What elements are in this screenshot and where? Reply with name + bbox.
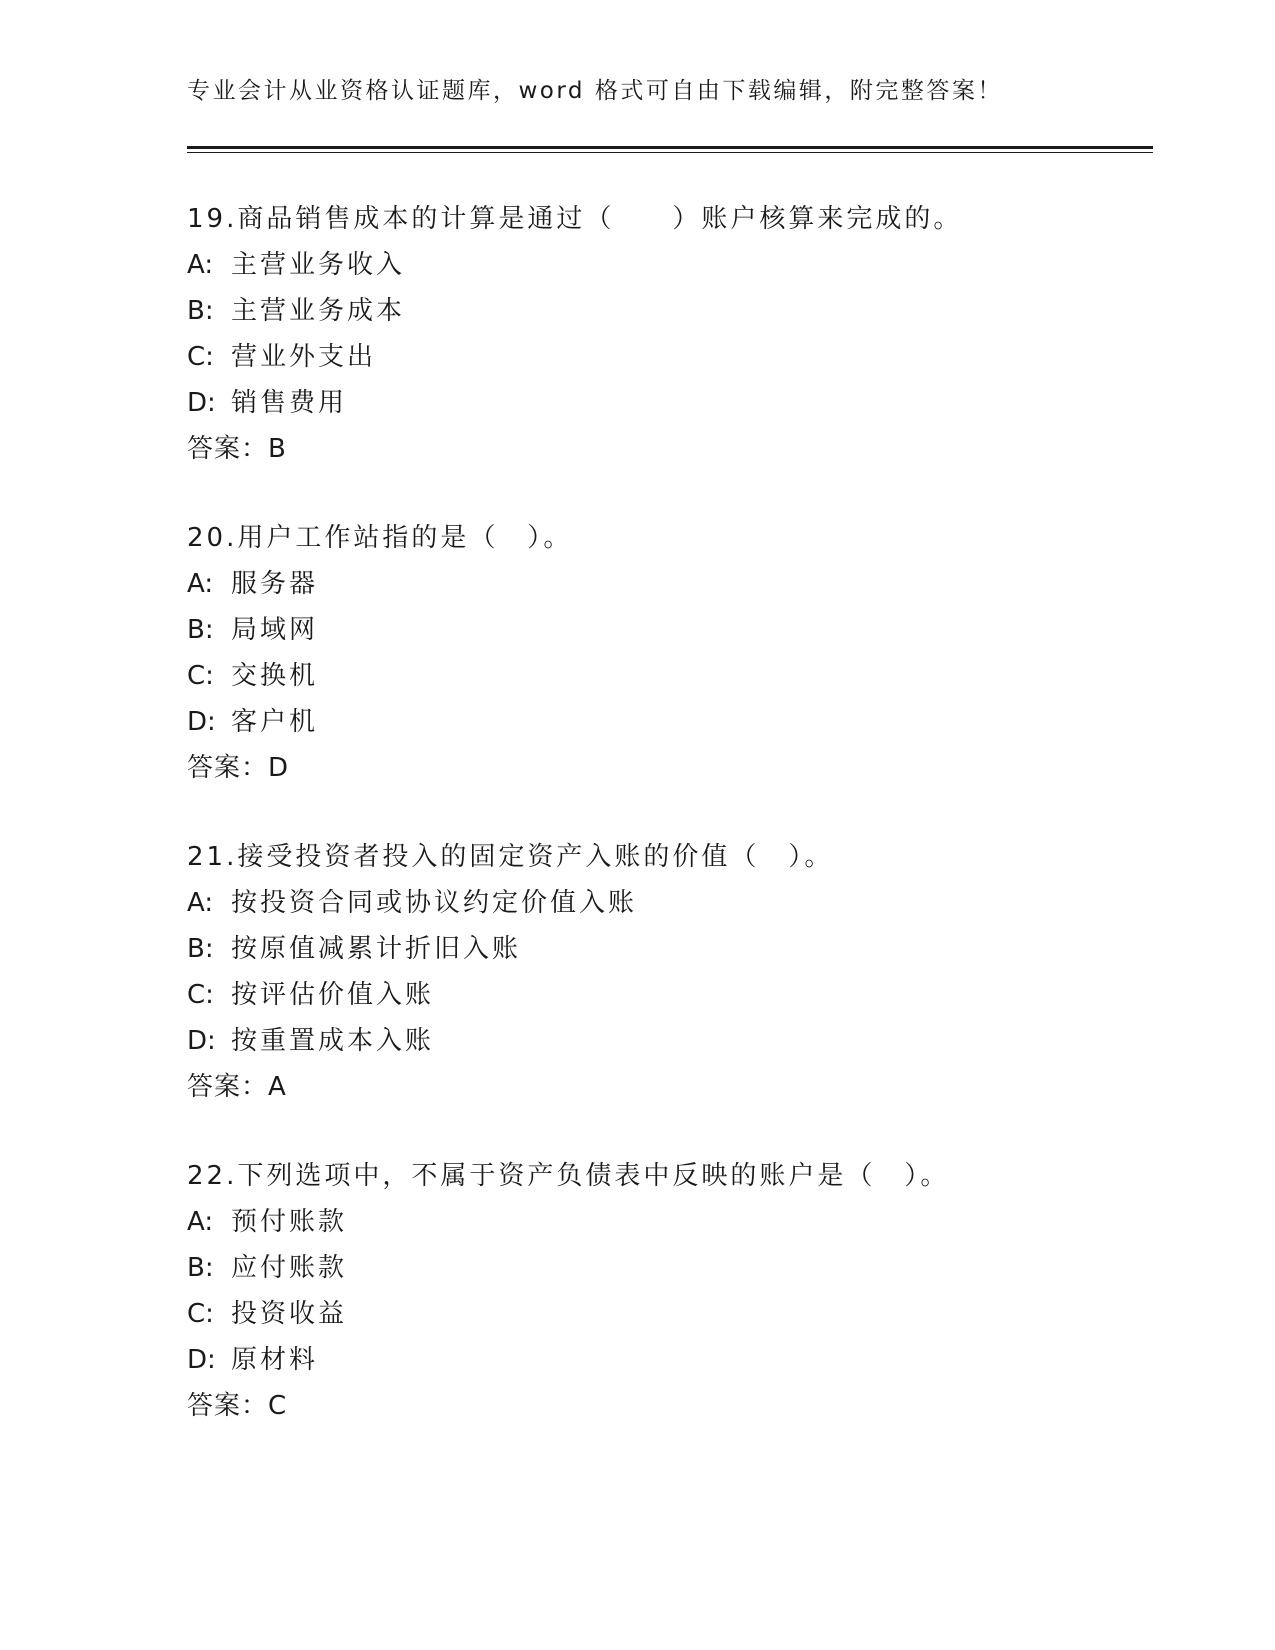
option-text: 投资收益: [231, 1299, 348, 1329]
question-19: [187, 196, 1167, 472]
question-stem: 19.商品销售成本的计算是通过（ ）账户核算来完成的。: [187, 204, 963, 234]
option-text: 预付账款: [231, 1207, 348, 1237]
answer-line: [187, 1383, 1167, 1429]
option-text: 营业外支出: [231, 342, 377, 372]
option-letter: B:: [187, 934, 214, 964]
question-21: [187, 834, 1167, 1110]
answer-value: D: [268, 753, 290, 783]
option-d: [187, 1337, 1167, 1383]
answer-label: 答案：: [187, 434, 269, 464]
option-text: 主营业务成本: [231, 296, 406, 326]
option-letter: C:: [187, 1299, 214, 1329]
option-letter: C:: [187, 342, 214, 372]
page-header: 专业会计从业资格认证题库，word 格式可自由下载编辑，附完整答案！: [187, 78, 1003, 104]
option-b: [187, 1245, 1167, 1291]
question-stem: 20.用户工作站指的是（ ）。: [187, 523, 573, 553]
option-letter: A:: [187, 250, 214, 280]
option-letter: C:: [187, 661, 214, 691]
option-c: [187, 334, 1167, 380]
option-text: 按投资合同或协议约定价值入账: [231, 888, 638, 918]
option-d: [187, 1018, 1167, 1064]
option-text: 交换机: [231, 661, 319, 691]
option-text: 局域网: [231, 615, 319, 645]
option-text: 客户机: [231, 707, 319, 737]
option-letter: D:: [187, 707, 216, 737]
question-22: [187, 1153, 1167, 1429]
option-text: 原材料: [231, 1345, 319, 1375]
option-letter: C:: [187, 980, 214, 1010]
header-rule-thick: [187, 146, 1153, 149]
option-a: [187, 242, 1167, 288]
question-stem: 22.下列选项中，不属于资产负债表中反映的账户是（ ）。: [187, 1161, 950, 1191]
option-c: [187, 1291, 1167, 1337]
option-a: [187, 880, 1167, 926]
question-20: [187, 515, 1167, 791]
header-rule-thin: [187, 152, 1153, 153]
option-d: [187, 380, 1167, 426]
option-letter: A:: [187, 1207, 214, 1237]
option-letter: B:: [187, 296, 214, 326]
answer-line: [187, 745, 1167, 791]
option-c: [187, 972, 1167, 1018]
option-b: [187, 607, 1167, 653]
option-text: 服务器: [231, 569, 319, 599]
answer-label: 答案：: [187, 1391, 269, 1421]
question-stem: 21.接受投资者投入的固定资产入账的价值（ ）。: [187, 842, 834, 872]
option-b: [187, 926, 1167, 972]
answer-value: A: [268, 1072, 287, 1102]
answer-label: 答案：: [187, 753, 269, 783]
option-a: [187, 1199, 1167, 1245]
answer-value: C: [268, 1391, 288, 1421]
option-c: [187, 653, 1167, 699]
option-letter: A:: [187, 569, 214, 599]
answer-line: [187, 426, 1167, 472]
option-text: 按原值减累计折旧入账: [231, 934, 522, 964]
option-letter: D:: [187, 1026, 216, 1056]
option-text: 应付账款: [231, 1253, 348, 1283]
option-b: [187, 288, 1167, 334]
option-letter: D:: [187, 388, 216, 418]
option-letter: D:: [187, 1345, 216, 1375]
option-text: 按重置成本入账: [231, 1026, 435, 1056]
option-text: 销售费用: [231, 388, 348, 418]
option-letter: B:: [187, 615, 214, 645]
answer-line: [187, 1064, 1167, 1110]
option-text: 主营业务收入: [231, 250, 406, 280]
answer-value: B: [268, 434, 287, 464]
answer-label: 答案：: [187, 1072, 269, 1102]
option-letter: B:: [187, 1253, 214, 1283]
option-letter: A:: [187, 888, 214, 918]
option-a: [187, 561, 1167, 607]
option-text: 按评估价值入账: [231, 980, 435, 1010]
option-d: [187, 699, 1167, 745]
